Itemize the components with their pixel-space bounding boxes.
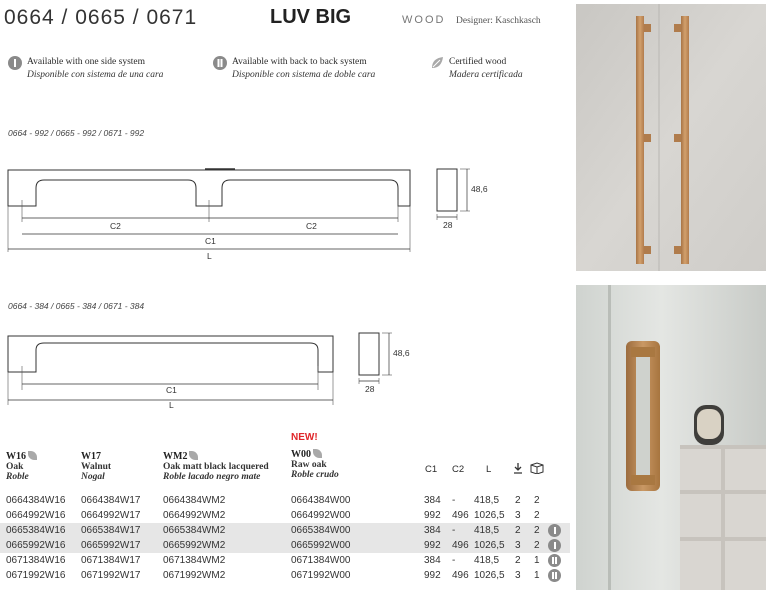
- back-to-back-system-icon: [548, 569, 561, 582]
- designer-credit: Designer: Kaschkasch: [456, 16, 541, 26]
- product-photo-992: [576, 4, 766, 271]
- finish-column-w00: [291, 432, 339, 480]
- finish-name-es: Nogal: [81, 472, 105, 482]
- leaf-icon: [313, 449, 322, 458]
- table-row: [0, 553, 570, 568]
- cell-l: 1026,5: [474, 570, 505, 581]
- cell-w00: 0671992W00: [291, 570, 351, 581]
- cell-l: 418,5: [474, 495, 500, 506]
- product-codes: 0664 / 0665 / 0671: [4, 6, 198, 29]
- cell-c1: 384: [424, 525, 441, 536]
- cell-w00: 0671384W00: [291, 555, 351, 566]
- cell-w17: 0664384W17: [81, 495, 141, 506]
- cell-c2: 496: [452, 540, 469, 551]
- cell-w16: 0671384W16: [6, 555, 66, 566]
- cell-box: 1: [534, 570, 540, 581]
- one-side-system-icon: [548, 539, 561, 552]
- cell-box: 2: [534, 510, 540, 521]
- download-arrow-icon: [513, 462, 523, 477]
- header-c2: C2: [452, 464, 465, 475]
- cell-c2: -: [452, 555, 456, 566]
- cell-l: 1026,5: [474, 510, 505, 521]
- table-row: [0, 493, 570, 508]
- dim-c2-right: C2: [306, 221, 317, 231]
- finish-code: W16: [6, 451, 26, 462]
- cell-c1: 384: [424, 495, 441, 506]
- cell-box: 2: [534, 495, 540, 506]
- new-badge: NEW!: [291, 432, 318, 443]
- feature-label-es: Disponible con sistema de una cara: [27, 70, 164, 80]
- one-side-system-icon: [548, 524, 561, 537]
- product-name: LUV BIG: [270, 6, 352, 28]
- cell-w00: 0665992W00: [291, 540, 351, 551]
- cell-c2: -: [452, 525, 456, 536]
- cell-box: 2: [534, 525, 540, 536]
- dim-c1: C1: [166, 385, 177, 395]
- cell-c1: 992: [424, 510, 441, 521]
- cell-w17: 0665384W17: [81, 525, 141, 536]
- header-c1: C1: [425, 464, 438, 475]
- cell-qty: 3: [515, 510, 521, 521]
- cell-c2: 496: [452, 510, 469, 521]
- feature-label-es: Madera certificada: [449, 70, 523, 80]
- drawing-384-reference: 0664 - 384 / 0665 - 384 / 0671 - 384: [8, 301, 145, 311]
- finish-table-header: [0, 430, 570, 490]
- cell-box: 1: [534, 555, 540, 566]
- cell-box: 2: [534, 540, 540, 551]
- finish-table-body: [0, 493, 570, 585]
- feature-certified-wood: [430, 56, 523, 82]
- cell-w00: 0664384W00: [291, 495, 351, 506]
- cell-l: 418,5: [474, 525, 500, 536]
- leaf-icon: [189, 451, 198, 460]
- cell-qty: 2: [515, 495, 521, 506]
- feature-label: Available with one side system: [27, 57, 146, 67]
- cell-c1: 384: [424, 555, 441, 566]
- finish-column-w17: [81, 451, 111, 482]
- cell-w16: 0664384W16: [6, 495, 66, 506]
- drawing-384-front-view: [0, 328, 500, 413]
- cell-qty: 3: [515, 570, 521, 581]
- cell-qty: 3: [515, 540, 521, 551]
- drawing-992-reference: 0664 - 992 / 0665 - 992 / 0671 - 992: [8, 128, 145, 138]
- table-row: [0, 538, 570, 553]
- cell-c2: -: [452, 495, 456, 506]
- cell-w16: 0665384W16: [6, 525, 66, 536]
- cell-c2: 496: [452, 570, 469, 581]
- table-row: [0, 568, 570, 583]
- table-row: [0, 508, 570, 523]
- feature-label: Certified wood: [449, 57, 507, 67]
- cell-w16: 0664992W16: [6, 510, 66, 521]
- cell-w17: 0664992W17: [81, 510, 141, 521]
- finish-code: W00: [291, 449, 311, 460]
- dim-l: L: [207, 251, 212, 261]
- cell-w17: 0665992W17: [81, 540, 141, 551]
- cell-qty: 2: [515, 525, 521, 536]
- finish-code: WM2: [163, 451, 188, 462]
- cell-wm2: 0664992WM2: [163, 510, 226, 521]
- finish-name-en: Walnut: [81, 462, 112, 472]
- cell-c1: 992: [424, 570, 441, 581]
- dim-c1: C1: [205, 236, 216, 246]
- cell-l: 418,5: [474, 555, 500, 566]
- header-l: L: [486, 464, 492, 475]
- dim-height: 48,6: [393, 348, 410, 358]
- dim-l: L: [169, 400, 174, 410]
- dim-depth: 28: [365, 384, 375, 394]
- back-to-back-system-icon: [548, 554, 561, 567]
- feature-one-side: [8, 56, 163, 82]
- finish-column-wm2: [163, 451, 269, 482]
- finish-code: W17: [81, 451, 101, 462]
- finish-name-es: Roble lacado negro mate: [163, 472, 261, 482]
- cell-wm2: 0671992WM2: [163, 570, 226, 581]
- cell-wm2: 0664384WM2: [163, 495, 226, 506]
- finish-name-en: Oak: [6, 462, 24, 472]
- cell-qty: 2: [515, 555, 521, 566]
- finish-name-es: Roble: [6, 472, 29, 482]
- finish-column-w16: [6, 451, 37, 482]
- cell-wm2: 0671384WM2: [163, 555, 226, 566]
- cell-c1: 992: [424, 540, 441, 551]
- table-row: [0, 523, 570, 538]
- cell-w00: 0665384W00: [291, 525, 351, 536]
- finish-name-en: Oak matt black lacquered: [163, 462, 269, 472]
- one-side-system-icon: [8, 56, 22, 70]
- cell-wm2: 0665992WM2: [163, 540, 226, 551]
- material-label: WOOD: [402, 14, 446, 26]
- product-photo-384: [576, 285, 766, 590]
- back-to-back-system-icon: [213, 56, 227, 70]
- cell-wm2: 0665384WM2: [163, 525, 226, 536]
- leaf-icon: [430, 56, 444, 70]
- cell-w17: 0671992W17: [81, 570, 141, 581]
- feature-label-es: Disponible con sistema de doble cara: [232, 70, 376, 80]
- leaf-icon: [28, 451, 37, 460]
- finish-name-es: Roble crudo: [291, 470, 339, 480]
- cell-w16: 0671992W16: [6, 570, 66, 581]
- cell-w00: 0664992W00: [291, 510, 351, 521]
- feature-label: Available with back to back system: [232, 57, 367, 67]
- finish-name-en: Raw oak: [291, 460, 327, 470]
- cell-w17: 0671384W17: [81, 555, 141, 566]
- box-icon: [529, 462, 545, 477]
- dim-height: 48,6: [471, 184, 488, 194]
- drawing-992-front-view: [0, 160, 500, 265]
- feature-back-to-back: [213, 56, 375, 82]
- cell-l: 1026,5: [474, 540, 505, 551]
- dim-depth: 28: [443, 220, 453, 230]
- dim-c2-left: C2: [110, 221, 121, 231]
- cell-w16: 0665992W16: [6, 540, 66, 551]
